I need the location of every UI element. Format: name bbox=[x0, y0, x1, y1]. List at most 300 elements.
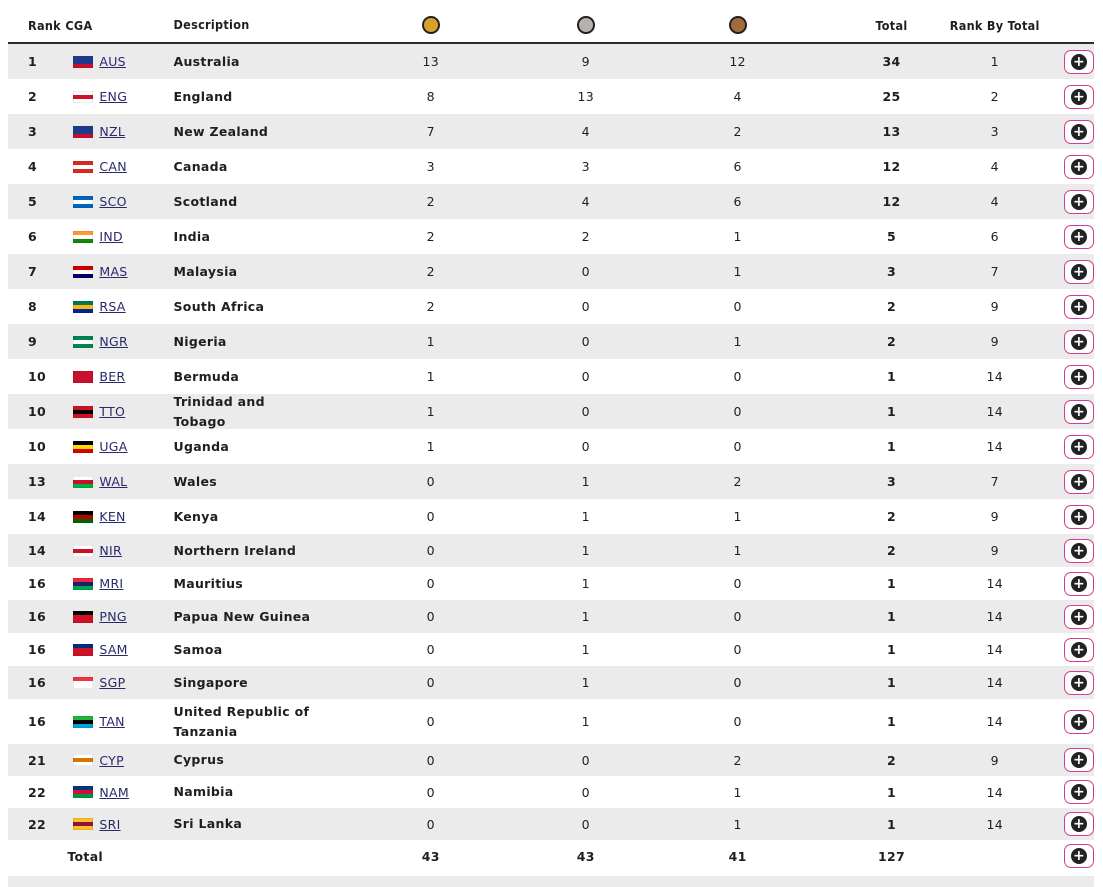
flag-icon bbox=[73, 196, 93, 208]
header-gold bbox=[321, 13, 501, 38]
row-bronze: 0 bbox=[733, 369, 742, 384]
expand-row-button[interactable] bbox=[1064, 120, 1094, 144]
row-bronze: 0 bbox=[733, 439, 742, 454]
row-description: Samoa bbox=[173, 641, 223, 657]
table-body bbox=[8, 44, 1094, 872]
expand-row-button[interactable] bbox=[1064, 365, 1094, 389]
plus-icon: + bbox=[1072, 193, 1086, 210]
table-row bbox=[8, 464, 1094, 499]
expand-row-button[interactable] bbox=[1064, 812, 1094, 836]
flag-icon bbox=[73, 441, 93, 453]
row-silver: 1 bbox=[581, 509, 590, 524]
row-rank-by-total: 4 bbox=[990, 194, 999, 209]
plus-icon: + bbox=[1072, 333, 1086, 350]
row-rank-by-total: 9 bbox=[990, 543, 999, 558]
table-row bbox=[8, 44, 1094, 79]
flag-icon bbox=[73, 786, 93, 798]
silver-medal-icon bbox=[577, 13, 595, 35]
row-silver: 4 bbox=[581, 194, 590, 209]
row-rank: 4 bbox=[28, 159, 37, 174]
table-row bbox=[8, 429, 1094, 464]
plus-icon: + bbox=[1072, 123, 1086, 140]
row-rank: 1 bbox=[28, 54, 37, 69]
row-cga bbox=[65, 194, 173, 209]
plus-icon: + bbox=[1072, 228, 1086, 245]
expand-row-button[interactable] bbox=[1064, 330, 1094, 354]
header-cga: CGA bbox=[65, 17, 93, 33]
plus-icon: + bbox=[1072, 438, 1086, 455]
header-silver bbox=[501, 13, 663, 38]
cga-code-link[interactable]: TTO bbox=[99, 404, 126, 419]
row-bronze: 1 bbox=[733, 784, 742, 800]
row-bronze: 1 bbox=[733, 816, 742, 832]
row-gold: 0 bbox=[426, 675, 435, 690]
row-bronze: 2 bbox=[733, 474, 742, 489]
cga-code-link[interactable]: MRI bbox=[99, 576, 124, 591]
cga-code-link[interactable]: TAN bbox=[99, 714, 125, 729]
row-description: Scotland bbox=[173, 193, 238, 209]
row-rank: 6 bbox=[28, 229, 37, 244]
row-rank: 16 bbox=[28, 642, 46, 657]
row-gold: 0 bbox=[426, 714, 435, 729]
row-silver: 1 bbox=[581, 474, 590, 489]
expand-totals-button[interactable] bbox=[1064, 844, 1094, 868]
row-description: Papua New Guinea bbox=[173, 608, 311, 624]
row-description: India bbox=[173, 228, 211, 244]
cga-code-link[interactable]: ENG bbox=[99, 89, 128, 104]
row-rank-by-total: 7 bbox=[990, 474, 999, 489]
expand-row-button[interactable] bbox=[1064, 505, 1094, 529]
row-bronze: 1 bbox=[733, 334, 742, 349]
table-row bbox=[8, 808, 1094, 840]
expand-row-button[interactable] bbox=[1064, 780, 1094, 804]
row-cga bbox=[65, 474, 173, 489]
row-rank: 9 bbox=[28, 334, 37, 349]
table-row bbox=[8, 600, 1094, 633]
row-silver: 1 bbox=[581, 543, 590, 558]
row-cga bbox=[65, 576, 173, 591]
row-total: 1 bbox=[886, 576, 896, 591]
row-rank-by-total: 14 bbox=[986, 816, 1003, 832]
plus-icon: + bbox=[1072, 713, 1086, 730]
row-rank-by-total: 9 bbox=[990, 509, 999, 524]
row-cga bbox=[65, 753, 173, 768]
row-description: South Africa bbox=[173, 298, 265, 314]
row-rank-by-total: 14 bbox=[986, 714, 1003, 729]
flag-icon bbox=[73, 511, 93, 523]
row-silver: 1 bbox=[581, 714, 590, 729]
table-row bbox=[8, 184, 1094, 219]
plus-icon: + bbox=[1072, 608, 1086, 625]
row-gold: 1 bbox=[426, 334, 435, 349]
row-gold: 13 bbox=[422, 54, 440, 69]
row-bronze: 0 bbox=[733, 609, 742, 624]
row-total: 1 bbox=[886, 404, 896, 419]
expand-row-button[interactable] bbox=[1064, 435, 1094, 459]
row-rank: 22 bbox=[28, 816, 46, 832]
plus-icon: + bbox=[1072, 641, 1086, 658]
plus-icon: + bbox=[1072, 298, 1086, 315]
totals-row bbox=[8, 840, 1094, 872]
row-silver: 1 bbox=[581, 675, 590, 690]
row-description: Trinidad and Tobago bbox=[173, 393, 265, 429]
row-total: 3 bbox=[886, 264, 896, 279]
row-rank: 7 bbox=[28, 264, 37, 279]
row-silver: 0 bbox=[581, 752, 590, 768]
table-row bbox=[8, 219, 1094, 254]
row-total: 12 bbox=[882, 159, 901, 174]
row-gold: 1 bbox=[426, 404, 435, 419]
row-description: Namibia bbox=[173, 784, 234, 799]
row-bronze: 0 bbox=[733, 576, 742, 591]
row-rank: 16 bbox=[28, 576, 46, 591]
row-cga bbox=[65, 714, 173, 729]
row-description: Sri Lanka bbox=[173, 816, 243, 831]
table-row bbox=[8, 633, 1094, 666]
row-bronze: 1 bbox=[733, 229, 742, 244]
row-silver: 3 bbox=[581, 159, 590, 174]
row-silver: 0 bbox=[581, 299, 590, 314]
row-rank-by-total: 4 bbox=[990, 159, 999, 174]
row-rank-by-total: 3 bbox=[990, 124, 999, 139]
row-gold: 1 bbox=[426, 439, 435, 454]
row-silver: 0 bbox=[581, 816, 590, 832]
expand-row-button[interactable] bbox=[1064, 225, 1094, 249]
row-bronze: 0 bbox=[733, 714, 742, 729]
row-total: 2 bbox=[886, 299, 896, 314]
row-bronze: 4 bbox=[733, 89, 742, 104]
expand-row-button[interactable] bbox=[1064, 572, 1094, 596]
row-description: Cyprus bbox=[173, 752, 225, 767]
row-total: 1 bbox=[886, 609, 896, 624]
row-gold: 7 bbox=[426, 124, 435, 139]
row-total: 1 bbox=[886, 675, 896, 690]
table-row bbox=[8, 534, 1094, 567]
cga-code-link[interactable]: CYP bbox=[99, 752, 124, 768]
row-description: Australia bbox=[173, 53, 240, 69]
table-row bbox=[8, 289, 1094, 324]
table-row bbox=[8, 394, 1094, 429]
table-row bbox=[8, 324, 1094, 359]
header-total: Total bbox=[875, 17, 908, 33]
flag-icon bbox=[73, 644, 93, 656]
row-total: 1 bbox=[886, 816, 896, 832]
cga-code-link[interactable]: NAM bbox=[99, 784, 129, 800]
table-footer-strip bbox=[8, 876, 1094, 887]
flag-icon bbox=[73, 161, 93, 173]
row-silver: 0 bbox=[581, 369, 590, 384]
table-row bbox=[8, 744, 1094, 776]
plus-icon: + bbox=[1072, 542, 1086, 559]
row-description: England bbox=[173, 88, 233, 104]
row-description: United Republic of Tanzania bbox=[173, 703, 310, 739]
row-gold: 0 bbox=[426, 509, 435, 524]
row-rank-by-total: 9 bbox=[990, 752, 999, 768]
row-rank: 5 bbox=[28, 194, 37, 209]
row-rank: 16 bbox=[28, 675, 46, 690]
row-description: Mauritius bbox=[173, 575, 244, 591]
flag-icon bbox=[73, 266, 93, 278]
row-bronze: 12 bbox=[729, 54, 746, 69]
table-row bbox=[8, 114, 1094, 149]
cga-code-link[interactable]: SAM bbox=[99, 642, 128, 657]
expand-row-button[interactable] bbox=[1064, 85, 1094, 109]
row-bronze: 6 bbox=[733, 194, 742, 209]
header-bronze bbox=[663, 13, 812, 38]
row-gold: 0 bbox=[426, 474, 435, 489]
row-cga bbox=[65, 89, 173, 104]
plus-icon: + bbox=[1072, 674, 1086, 691]
row-cga bbox=[65, 229, 173, 244]
row-total: 12 bbox=[882, 194, 901, 209]
flag-icon bbox=[73, 578, 93, 590]
cga-code-link[interactable]: CAN bbox=[99, 159, 127, 174]
table-row bbox=[8, 359, 1094, 394]
row-total: 25 bbox=[882, 89, 901, 104]
row-cga bbox=[65, 642, 173, 657]
row-cga bbox=[65, 369, 173, 384]
row-silver: 0 bbox=[581, 439, 590, 454]
row-bronze: 1 bbox=[733, 509, 742, 524]
row-description: Kenya bbox=[173, 508, 219, 524]
cga-code-link[interactable]: UGA bbox=[99, 439, 128, 454]
row-total: 13 bbox=[882, 124, 901, 139]
row-rank: 3 bbox=[28, 124, 37, 139]
plus-icon: + bbox=[1072, 784, 1086, 800]
row-total: 34 bbox=[882, 54, 901, 69]
row-gold: 0 bbox=[426, 752, 435, 768]
plus-icon: + bbox=[1072, 575, 1086, 592]
row-rank-by-total: 14 bbox=[986, 576, 1003, 591]
flag-icon bbox=[73, 545, 93, 557]
row-silver: 0 bbox=[581, 404, 590, 419]
cga-code-link[interactable]: NIR bbox=[99, 543, 122, 558]
row-description: Wales bbox=[173, 473, 217, 489]
row-gold: 0 bbox=[426, 543, 435, 558]
row-description: Uganda bbox=[173, 438, 230, 454]
plus-icon: + bbox=[1072, 158, 1086, 175]
plus-icon: + bbox=[1072, 263, 1086, 280]
row-silver: 4 bbox=[581, 124, 590, 139]
row-total: 1 bbox=[886, 439, 896, 454]
expand-row-button[interactable] bbox=[1064, 605, 1094, 629]
cga-code-link[interactable]: WAL bbox=[99, 474, 128, 489]
row-rank: 13 bbox=[28, 474, 46, 489]
row-description: Bermuda bbox=[173, 368, 240, 384]
row-gold: 1 bbox=[426, 369, 435, 384]
row-description: Canada bbox=[173, 158, 228, 174]
row-cga bbox=[65, 543, 173, 558]
row-gold: 0 bbox=[426, 642, 435, 657]
cga-code-link[interactable]: SCO bbox=[99, 194, 127, 209]
row-description: Nigeria bbox=[173, 333, 227, 349]
row-gold: 2 bbox=[426, 194, 435, 209]
row-description: Northern Ireland bbox=[173, 542, 297, 558]
row-cga bbox=[65, 439, 173, 454]
cga-code-link[interactable]: RSA bbox=[99, 299, 126, 314]
cga-code-link[interactable]: NGR bbox=[99, 334, 128, 349]
row-rank-by-total: 14 bbox=[986, 784, 1003, 800]
row-total: 2 bbox=[886, 334, 896, 349]
row-description: Singapore bbox=[173, 674, 248, 690]
row-cga bbox=[65, 404, 173, 419]
flag-icon bbox=[73, 677, 93, 689]
plus-icon: + bbox=[1072, 53, 1086, 70]
row-total: 2 bbox=[886, 752, 896, 768]
plus-icon: + bbox=[1072, 473, 1086, 490]
header-rank-by-total: Rank By Total bbox=[949, 17, 1040, 33]
row-rank-by-total: 2 bbox=[990, 89, 999, 104]
cga-code-link[interactable]: PNG bbox=[99, 609, 127, 624]
table-row bbox=[8, 699, 1094, 744]
row-rank: 14 bbox=[28, 543, 46, 558]
row-gold: 3 bbox=[426, 159, 435, 174]
row-description: Malaysia bbox=[173, 263, 238, 279]
row-total: 3 bbox=[886, 474, 896, 489]
totals-label: Total bbox=[67, 848, 104, 864]
row-rank-by-total: 9 bbox=[990, 334, 999, 349]
row-rank: 14 bbox=[28, 509, 46, 524]
expand-row-button[interactable] bbox=[1064, 260, 1094, 284]
plus-icon: + bbox=[1072, 403, 1086, 420]
plus-icon: + bbox=[1072, 508, 1086, 525]
cga-code-link[interactable]: MAS bbox=[99, 264, 128, 279]
flag-icon bbox=[73, 371, 93, 383]
row-total: 1 bbox=[886, 369, 896, 384]
row-rank-by-total: 14 bbox=[986, 404, 1003, 419]
totals-gold: 43 bbox=[421, 848, 440, 864]
bronze-medal-icon bbox=[729, 13, 747, 35]
row-total: 5 bbox=[886, 229, 896, 244]
totals-bronze: 41 bbox=[728, 848, 747, 864]
row-silver: 0 bbox=[581, 264, 590, 279]
expand-row-button[interactable] bbox=[1064, 539, 1094, 563]
cga-code-link[interactable]: SGP bbox=[99, 675, 126, 690]
row-cga bbox=[65, 159, 173, 174]
row-total: 1 bbox=[886, 642, 896, 657]
row-silver: 1 bbox=[581, 642, 590, 657]
cga-code-link[interactable]: NZL bbox=[99, 124, 126, 139]
row-rank-by-total: 14 bbox=[986, 439, 1003, 454]
row-rank: 16 bbox=[28, 714, 46, 729]
row-bronze: 6 bbox=[733, 159, 742, 174]
plus-icon: + bbox=[1072, 88, 1086, 105]
expand-row-button[interactable] bbox=[1064, 710, 1094, 734]
row-rank: 2 bbox=[28, 89, 37, 104]
plus-icon: + bbox=[1072, 752, 1086, 768]
flag-icon bbox=[73, 406, 93, 418]
flag-icon bbox=[73, 301, 93, 313]
row-rank: 21 bbox=[28, 752, 46, 768]
row-gold: 2 bbox=[426, 264, 435, 279]
expand-row-button[interactable] bbox=[1064, 470, 1094, 494]
row-rank: 10 bbox=[28, 439, 46, 454]
row-gold: 8 bbox=[426, 89, 435, 104]
row-bronze: 0 bbox=[733, 675, 742, 690]
cga-code-link[interactable]: AUS bbox=[99, 54, 126, 69]
row-cga bbox=[65, 299, 173, 314]
flag-icon bbox=[73, 818, 93, 830]
table-row bbox=[8, 254, 1094, 289]
row-rank-by-total: 14 bbox=[986, 675, 1003, 690]
flag-icon bbox=[73, 126, 93, 138]
table-row bbox=[8, 79, 1094, 114]
flag-icon bbox=[73, 91, 93, 103]
expand-row-button[interactable] bbox=[1064, 671, 1094, 695]
row-cga bbox=[65, 817, 173, 832]
flag-icon bbox=[73, 231, 93, 243]
row-bronze: 0 bbox=[733, 299, 742, 314]
row-rank-by-total: 14 bbox=[986, 369, 1003, 384]
row-rank-by-total: 14 bbox=[986, 609, 1003, 624]
row-bronze: 2 bbox=[733, 124, 742, 139]
expand-row-button[interactable] bbox=[1064, 638, 1094, 662]
header-rank: Rank bbox=[28, 17, 61, 33]
flag-icon bbox=[73, 476, 93, 488]
row-cga bbox=[65, 264, 173, 279]
row-rank-by-total: 1 bbox=[990, 54, 999, 69]
flag-icon bbox=[73, 611, 93, 623]
row-total: 1 bbox=[886, 784, 896, 800]
row-cga bbox=[65, 609, 173, 624]
row-silver: 2 bbox=[581, 229, 590, 244]
table-row bbox=[8, 567, 1094, 600]
row-cga bbox=[65, 54, 173, 69]
row-bronze: 0 bbox=[733, 404, 742, 419]
row-rank: 22 bbox=[28, 784, 46, 800]
expand-row-button[interactable] bbox=[1064, 748, 1094, 772]
row-silver: 0 bbox=[581, 334, 590, 349]
row-bronze: 0 bbox=[733, 642, 742, 657]
row-gold: 2 bbox=[426, 229, 435, 244]
row-bronze: 1 bbox=[733, 264, 742, 279]
row-gold: 0 bbox=[426, 816, 435, 832]
expand-row-button[interactable] bbox=[1064, 400, 1094, 424]
row-rank-by-total: 9 bbox=[990, 299, 999, 314]
row-rank: 10 bbox=[28, 369, 46, 384]
cga-code-link[interactable]: IND bbox=[99, 229, 123, 244]
cga-code-link[interactable]: SRI bbox=[99, 816, 121, 832]
row-rank: 8 bbox=[28, 299, 37, 314]
row-gold: 0 bbox=[426, 609, 435, 624]
row-cga bbox=[65, 334, 173, 349]
flag-icon bbox=[73, 56, 93, 68]
row-cga bbox=[65, 509, 173, 524]
row-silver: 9 bbox=[581, 54, 590, 69]
expand-row-button[interactable] bbox=[1064, 50, 1094, 74]
totals-silver: 43 bbox=[576, 848, 595, 864]
expand-row-button[interactable] bbox=[1064, 155, 1094, 179]
cga-code-link[interactable]: BER bbox=[99, 369, 126, 384]
header-description: Description bbox=[173, 17, 250, 32]
row-description: New Zealand bbox=[173, 123, 269, 139]
row-gold: 0 bbox=[426, 784, 435, 800]
table-row bbox=[8, 499, 1094, 534]
row-cga bbox=[65, 675, 173, 690]
row-total: 2 bbox=[886, 509, 896, 524]
expand-row-button[interactable] bbox=[1064, 295, 1094, 319]
table-row bbox=[8, 666, 1094, 699]
expand-row-button[interactable] bbox=[1064, 190, 1094, 214]
flag-icon bbox=[73, 716, 93, 728]
row-rank-by-total: 14 bbox=[986, 642, 1003, 657]
plus-icon: + bbox=[1072, 368, 1086, 385]
gold-medal-icon bbox=[422, 13, 440, 35]
cga-code-link[interactable]: KEN bbox=[99, 509, 126, 524]
row-total: 1 bbox=[886, 714, 896, 729]
plus-icon: + bbox=[1072, 816, 1086, 832]
table-row bbox=[8, 776, 1094, 808]
